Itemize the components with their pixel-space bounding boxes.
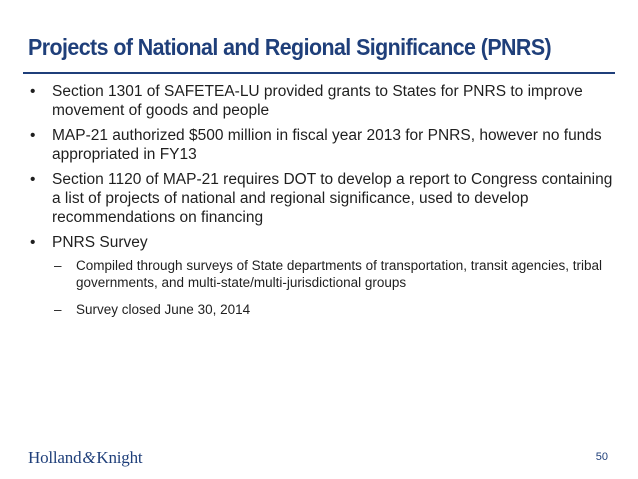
page-number: 50 xyxy=(595,451,608,463)
bullet-text: PNRS Survey xyxy=(52,234,148,251)
slide-title: Projects of National and Regional Significance (PNRS) xyxy=(28,34,552,60)
sub-bullet-marker: – xyxy=(54,258,62,273)
sub-bullet-text: Survey closed June 30, 2014 xyxy=(76,302,251,317)
sub-bullet-item xyxy=(52,257,618,291)
sub-bullet-item xyxy=(52,301,618,318)
bullet-item xyxy=(28,82,618,120)
bullet-marker: • xyxy=(30,171,36,188)
sub-bullet-list xyxy=(52,257,618,318)
bullet-text: Section 1120 of MAP-21 requires DOT to develop a report to Congress containing a list of projects of national and regional significance, used to develop recommendations on financing xyxy=(52,171,613,226)
title-underline xyxy=(23,72,615,74)
logo-part-holland: Holland xyxy=(28,448,82,467)
bullet-text: MAP-21 authorized $500 million in fiscal year 2013 for PNRS, however no funds appropriated in FY13 xyxy=(52,127,602,163)
sub-bullet-text: Compiled through surveys of State departments of transportation, transit agencies, tribal governments, and multi-state/multi-jurisdictional groups xyxy=(76,258,603,290)
bullet-marker: • xyxy=(30,234,36,251)
holland-knight-logo xyxy=(28,448,142,468)
logo-part-knight: Knight xyxy=(96,448,143,467)
bullet-item xyxy=(28,126,618,164)
bullet-marker: • xyxy=(30,83,36,100)
bullet-list xyxy=(28,82,618,328)
bullet-item xyxy=(28,233,618,318)
logo-ampersand: & xyxy=(82,448,96,467)
bullet-item xyxy=(28,170,618,227)
sub-bullet-marker: – xyxy=(54,302,62,317)
bullet-marker: • xyxy=(30,127,36,144)
bullet-text: Section 1301 of SAFETEA-LU provided grants to States for PNRS to improve movement of goods and people xyxy=(52,83,583,119)
